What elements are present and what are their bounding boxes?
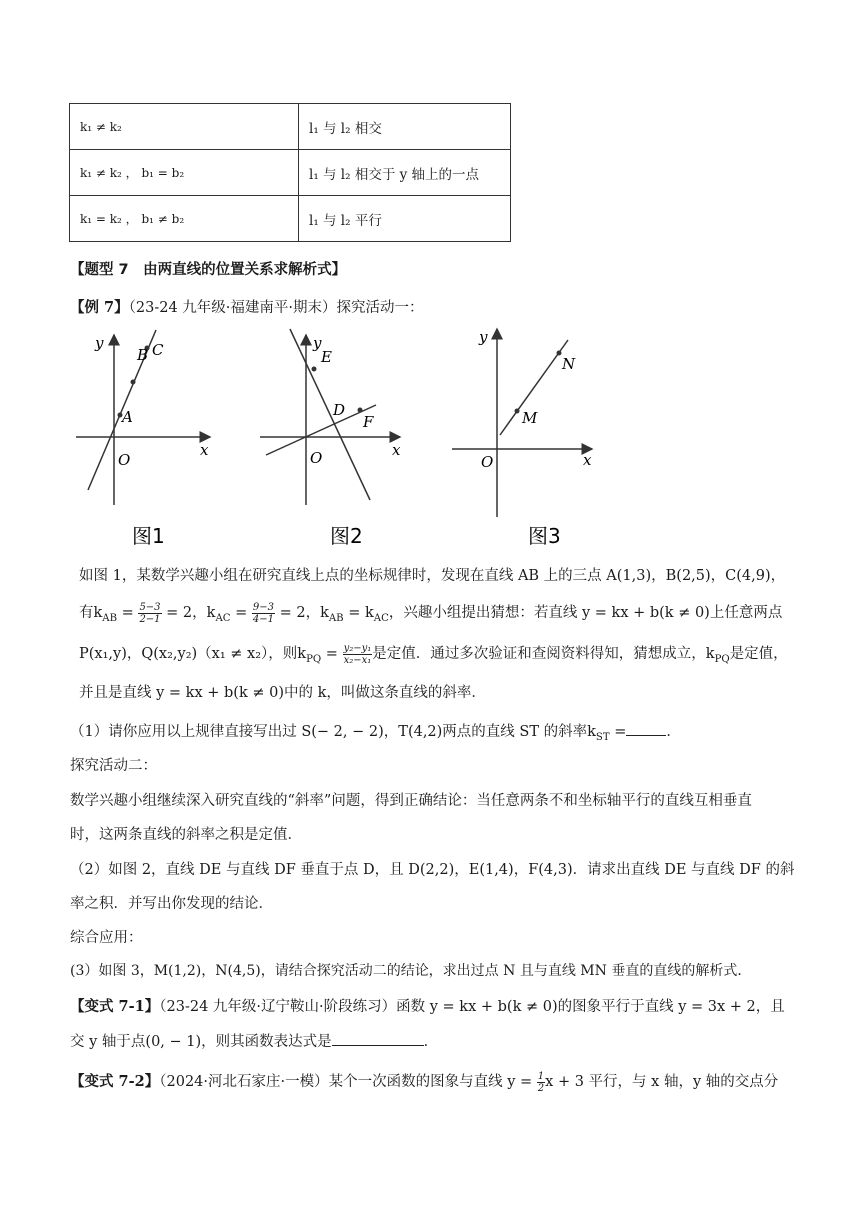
- paragraph-line: 并且是直线 y = kx + b(k ≠ 0)中的 k，叫做这条直线的斜率．: [79, 685, 486, 701]
- axis-label-y: y: [313, 334, 322, 352]
- result-cell: l₁ 与 l₂ 相交于 y 轴上的一点: [299, 150, 511, 196]
- axis-label-y: y: [479, 328, 488, 346]
- paragraph-line: 率之积．并写出你发现的结论．: [70, 896, 273, 912]
- paragraph-line: 如图 1，某数学兴趣小组在研究直线上点的坐标规律时，发现在直线 AB 上的三点 A(1,3)，B(2,5)，C(4,9)，: [79, 568, 786, 584]
- example-intro: [70, 296, 424, 317]
- relation-table: [69, 103, 511, 242]
- table-row: [70, 196, 511, 242]
- result-cell: l₁ 与 l₂ 相交: [299, 104, 511, 150]
- point-label: E: [321, 348, 332, 366]
- figure-2: [260, 329, 401, 548]
- point-label: F: [363, 413, 374, 431]
- fraction: $\frac{\text{y₂−y₁}}{\text{x₂−x₁}}$: [343, 642, 372, 666]
- question-3: (3）如图 3，M(1,2)，N(4,5)，请结合探究活动二的结论，求出过点 N 且与直线 MN 垂直的直线的解析式．: [70, 963, 752, 979]
- figures-strip: [70, 325, 610, 555]
- axis-label-x: x: [583, 451, 592, 469]
- origin-label: O: [481, 453, 494, 471]
- point-label: B: [137, 346, 149, 364]
- axis-label-y: y: [95, 334, 104, 352]
- figure-caption: 图1: [132, 524, 165, 548]
- figure-caption: 图3: [528, 524, 561, 548]
- condition-cell: k₁ ≠ k₂: [70, 104, 299, 150]
- fraction: $\frac{1}{2}$: [537, 1070, 545, 1094]
- axis-label-x: x: [200, 441, 209, 459]
- section-heading: 【题型 7 由两直线的位置关系求解析式】: [70, 262, 347, 278]
- table-row: [70, 150, 511, 196]
- origin-label: O: [310, 449, 323, 467]
- figure-caption: 图2: [330, 524, 363, 548]
- result-cell: l₁ 与 l₂ 平行: [299, 196, 511, 242]
- variant-7-1: 【变式 7-1】（23-24 九年级·辽宁鞍山·阶段练习）函数 y = kx + b(k ≠ 0)的图象平行于直线 y = 3x + 2，且: [70, 998, 785, 1015]
- point-label: A: [122, 408, 133, 426]
- point-label: C: [152, 341, 164, 359]
- example-source: （23-24 九年级·福建南平·期末）探究活动一：: [128, 300, 424, 316]
- variant-7-1-cont: 交 y 轴于点(0, − 1)，则其函数表达式是 ．: [70, 1034, 439, 1050]
- fraction: $\frac{9-3}{4-1}$: [252, 601, 274, 625]
- question-1: （1）请你应用以上规律直接写出过 S(− 2, − 2)，T(4,2)两点的直线 ST 的斜率$k_{ST}$ = ．: [70, 724, 681, 743]
- paragraph-line: 有$k_{AB}$ = $\frac{5-3}{2-1}$ = 2，$k_{AC}$ = $\frac{9-3}{4-1}$ = 2，$k_{AB} = k_{AC}$，兴趣小组提出猜想：若直线 y = kx + b(k ≠ 0)上任意两点: [79, 601, 783, 625]
- paragraph-line: 时，这两条直线的斜率之积是定值．: [70, 827, 302, 843]
- point-label: D: [333, 401, 346, 419]
- paragraph-line: 数学兴趣小组继续深入研究直线的“斜率”问题，得到正确结论：当任意两条不和坐标轴平行的直线互相垂直: [70, 793, 752, 809]
- variant-7-2: 【变式 7-2】（2024·河北石家庄·一模）某个一次函数的图象与直线 y = $\frac{1}{2}$ x + 3 平行，与 x 轴，y 轴的交点分: [70, 1070, 779, 1094]
- apply-title: 综合应用：: [70, 930, 143, 946]
- example-tag: 【例 7】: [70, 299, 129, 316]
- figure-1: [76, 330, 210, 548]
- figure-3: [452, 328, 592, 548]
- condition-cell: k₁ ≠ k₂ ， b₁ = b₂: [70, 150, 299, 196]
- fraction: $\frac{5-3}{2-1}$: [139, 601, 161, 625]
- paragraph-line: P(x₁,y)，Q(x₂,y₂)（x₁ ≠ x₂），则$k_{PQ}$ = $\frac{\text{y₂−y₁}}{\text{x₂−x₁}}$ 是定值．通过多次验证和查阅资料得知，猜想成立，$k_{PQ}$是定值，: [79, 642, 788, 666]
- origin-label: O: [118, 451, 131, 469]
- question-2: （2）如图 2，直线 DE 与直线 DF 垂直于点 D，且 D(2,2)，E(1,4)，F(4,3)．请求出直线 DE 与直线 DF 的斜: [70, 862, 795, 878]
- axis-label-x: x: [392, 441, 401, 459]
- answer-blank: [332, 1044, 424, 1046]
- point-label: M: [522, 409, 538, 427]
- table-row: [70, 104, 511, 150]
- point-label: N: [562, 355, 576, 373]
- activity-2-title: 探究活动二：: [70, 758, 157, 774]
- condition-cell: k₁ = k₂ ， b₁ ≠ b₂: [70, 196, 299, 242]
- answer-blank: [626, 734, 666, 736]
